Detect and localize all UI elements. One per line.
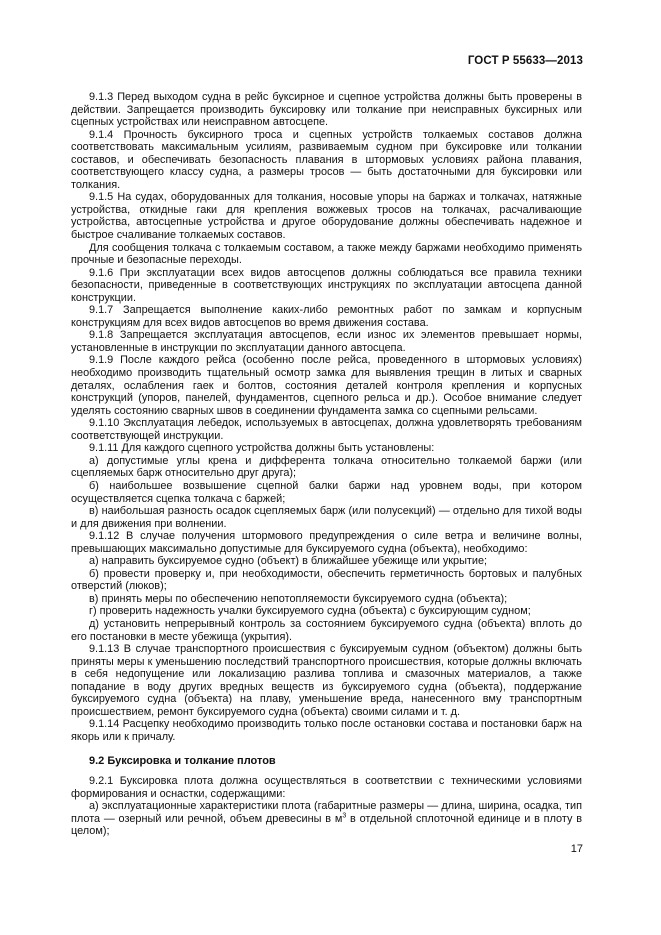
paragraph-9-1-6: 9.1.6 При эксплуатации всех видов автосцепов должны соблюдаться все правила техники безопасности, приведенные в соответствующих инструкциях по эксплуатации автосцепа данной конструкции.: [71, 266, 582, 304]
list-item-9-1-12-a: а) направить буксируемое судно (объект) в ближайшее убежище или укрытие;: [89, 555, 488, 568]
paragraph-9-1-5: 9.1.5 На судах, оборудованных для толкания, носовые упоры на баржах и толкачах, натяжные устройства, откидные гаки для крепления вожжевых тросов на толкачах, расчаливающие устройства, автосцепные устройства и другое оборудование должны обеспечивать надежное и быстрое счаливание толкаемых составов.: [71, 191, 582, 242]
list-item-9-1-11-v: в) наибольшая разность осадок сцепляемых барж (или полусекций) — отдельно для тихой воды и для движения при волнении.: [71, 505, 582, 530]
paragraph-9-1-11: 9.1.11 Для каждого сцепного устройства должны быть установлены:: [89, 442, 435, 455]
document-body: [71, 91, 582, 838]
paragraph-transitions: Для сообщения толкача с толкаемым составом, а также между баржами необходимо применять прочные и безопасные переходы.: [71, 241, 582, 267]
text-segment: а) эксплуатационные характеристики плота (габаритные размеры — длина, ширина, осадка, тип плота — озерный или речной, объем древесины в м: [71, 800, 582, 825]
paragraph-9-1-10: 9.1.10 Эксплуатация лебедок, используемых в автосцепах, должна удовлетворять требованиям соответствующей инструкции.: [71, 417, 582, 442]
list-item-9-2-1-a: [71, 800, 582, 838]
list-item-9-1-12-g: г) проверить надежность учалки буксируемого судна (объекта) с буксирующим судном;: [89, 605, 531, 618]
paragraph-9-1-9: 9.1.9 После каждого рейса (особенно после рейса, проведенного в штормовых условиях) необходимо производить тщательный осмотр замка для выявления трещин в литых и сварных деталях, ослабления гаек и болтов, состояния деталей контроля крепления и корпусных конструкций (упоров, панелей, фундаментов, сцепного рельса и др.). Особое внимание следует уделять состоянию сварных швов в соединении фундамента замка со сцепными рельсами.: [71, 354, 582, 417]
list-item-9-1-12-b: б) провести проверку и, при необходимости, обеспечить герметичность бортовых и палубных отверстий (люков);: [71, 567, 582, 593]
list-item-9-1-11-b: б) наибольшее возвышение сцепной балки баржи над уровнем воды, при котором осуществляется сцепка толкача с баржей;: [71, 479, 582, 505]
document-header: ГОСТ Р 55633—2013: [467, 55, 583, 67]
paragraph-9-2-1: 9.2.1 Буксировка плота должна осуществляться в соответствии с техническими условиями формирования и оснастки, содержащими:: [71, 774, 582, 800]
paragraph-9-1-14: 9.1.14 Расцепку необходимо производить только после остановки состава и постановки барж на якорь или к причалу.: [71, 718, 582, 743]
text-segment: в отдельной сплоточной единице и в плоту в целом);: [71, 812, 582, 838]
paragraph-9-1-13: 9.1.13 В случае транспортного происшествия с буксируемым судном (объектом) должны быть приняты меры к уменьшению последствий транспортного происшествия, которые должны включать в себя недопущение или локализацию разлива топлива и смазочных материалов, а также попадание в воду других вредных веществ из буксируемого судна (объекта), поддержание буксируемого судна (объекта) на плаву, уменьшение вреда, нанесенного вму транспортным происшествием, ремонт буксируемого судна (объекта) своими силами и т. д.: [71, 643, 582, 718]
list-item-9-1-12-v: в) принять меры по обеспечению непотопляемости буксируемого судна (объекта);: [89, 592, 508, 605]
paragraph-9-1-12: 9.1.12 В случае получения штормового предупреждения о силе ветра и величине волны, превышающих максимально допустимые для буксируемого судна (объекта), необходимо:: [71, 530, 582, 555]
section-heading-9-2: 9.2 Буксировка и толкание плотов: [89, 755, 276, 768]
paragraph-9-1-3: 9.1.3 Перед выходом судна в рейс буксирное и сцепное устройства должны быть проверены в действии. Запрещается производить буксировку или толкание при неисправных буксирных или сцепных устройствах или неисправном автосцепе.: [71, 91, 582, 129]
page-number: 17: [570, 843, 583, 855]
paragraph-9-1-8: 9.1.8 Запрещается эксплуатация автосцепов, если износ их элементов превышает нормы, установленные в инструкции по эксплуатации данного автосцепа.: [71, 329, 582, 354]
paragraph-9-1-7: 9.1.7 Запрещается выполнение каких-либо ремонтных работ по замкам и корпусным конструкциям для всех видов автосцепов во время движения состава.: [71, 304, 582, 329]
list-item-9-1-12-d: д) установить непрерывный контроль за состоянием буксируемого судна (объекта) вплоть до его постановки в месте убежища (укрытия).: [71, 617, 582, 643]
superscript: 3: [342, 812, 347, 819]
paragraph-9-1-4: 9.1.4 Прочность буксирного троса и сцепных устройств толкаемых составов должна соответствовать максимальным усилиям, развиваемым судном при буксировке или толкании составов, и обеспечивать безопасность плавания в штормовых условиях района плавания, соответствующего классу судна, а размеры тросов — быть достаточными для буксировки или толкания.: [71, 128, 582, 191]
list-item-9-1-11-a: а) допустимые углы крена и дифферента толкача относительно толкаемой баржи (или сцепляемых барж относительно друг друга);: [71, 454, 582, 480]
